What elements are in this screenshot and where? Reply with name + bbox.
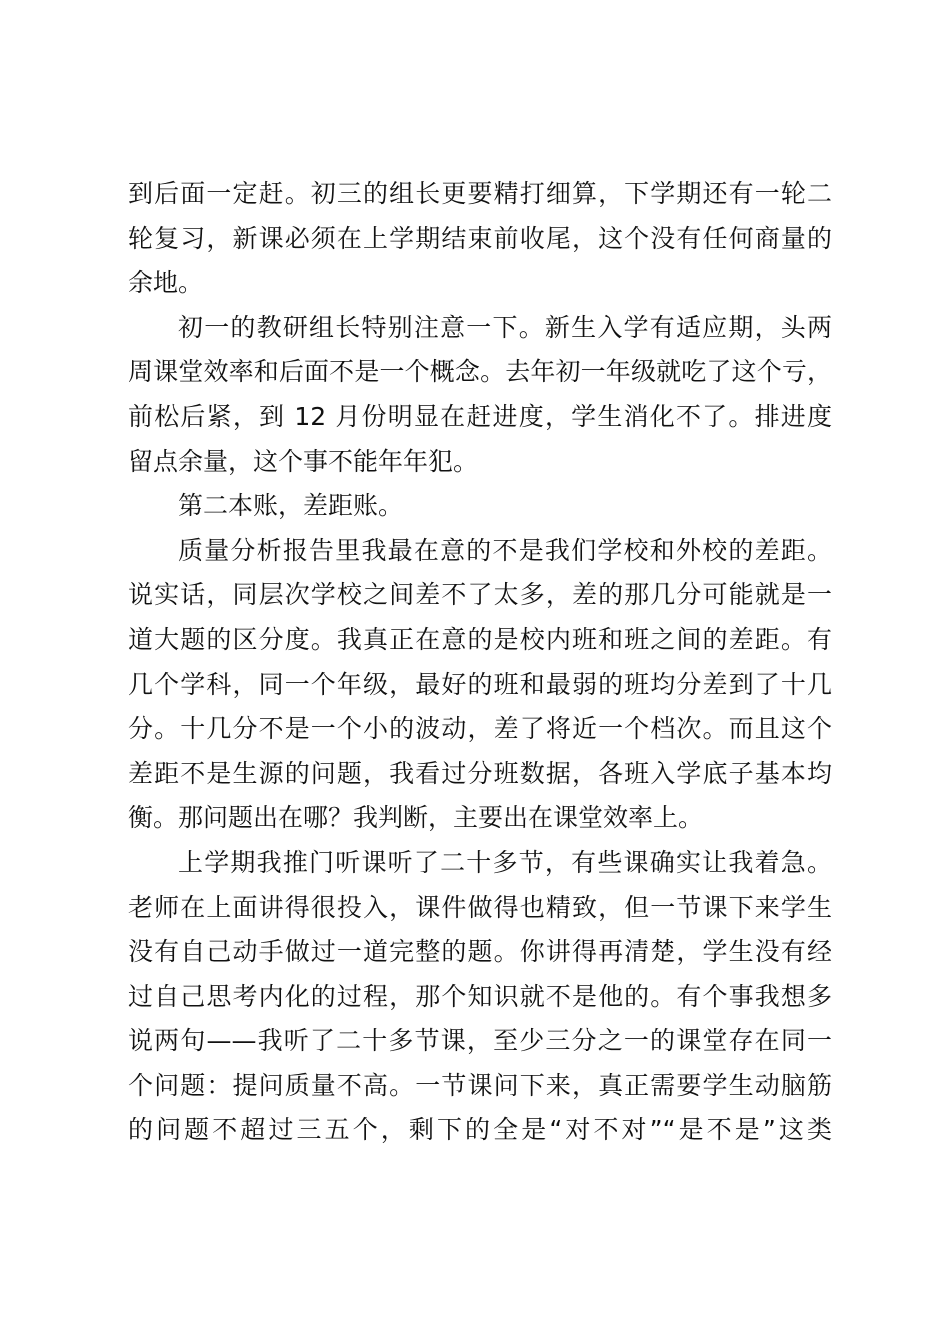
text-line: 的问题不超过三五个，剩下的全是“对不对”“是不是”这类 (128, 1115, 832, 1145)
text-line: 初一的教研组长特别注意一下。新生入学有适应期，头两 (178, 312, 832, 342)
text-line: 衡。那问题出在哪？我判断，主要出在课堂效率上。 (128, 803, 704, 833)
text-line: 轮复习，新课必须在上学期结束前收尾，这个没有任何商量的 (128, 223, 832, 253)
text-line: 余地。 (128, 268, 204, 298)
text-line: 个问题：提问质量不高。一节课问下来，真正需要学生动脑筋 (128, 1070, 832, 1100)
text-line: 分。十几分不是一个小的波动，差了将近一个档次。而且这个 (128, 714, 832, 744)
text-line: 道大题的区分度。我真正在意的是校内班和班之间的差距。有 (128, 624, 832, 654)
text-line: 周课堂效率和后面不是一个概念。去年初一年级就吃了这个亏， (128, 357, 832, 387)
text-line: 差距不是生源的问题，我看过分班数据，各班入学底子基本均 (128, 758, 832, 788)
text-line: 第二本账，差距账。 (178, 491, 404, 521)
text-line: 过自己思考内化的过程，那个知识就不是他的。有个事我想多 (128, 981, 832, 1011)
text-line: 质量分析报告里我最在意的不是我们学校和外校的差距。 (178, 535, 832, 565)
text-line: 没有自己动手做过一道完整的题。你讲得再清楚，学生没有经 (128, 937, 832, 967)
text-line: 上学期我推门听课听了二十多节，有些课确实让我着急。 (178, 847, 832, 877)
text-line: 老师在上面讲得很投入，课件做得也精致，但一节课下来学生 (128, 892, 832, 922)
text-line: 前松后紧，到 12 月份明显在赶进度，学生消化不了。排进度 (128, 401, 832, 431)
text-line: 几个学科，同一个年级，最好的班和最弱的班均分差到了十几 (128, 669, 832, 699)
text-line: 留点余量，这个事不能年年犯。 (128, 446, 479, 476)
body-text (128, 172, 832, 1153)
text-line: 到后面一定赶。初三的组长更要精打细算，下学期还有一轮二 (128, 179, 832, 208)
text-line: 说两句——我听了二十多节课，至少三分之一的课堂存在同一 (128, 1026, 832, 1056)
text-line: 说实话，同层次学校之间差不了太多，差的那几分可能就是一 (128, 580, 832, 610)
